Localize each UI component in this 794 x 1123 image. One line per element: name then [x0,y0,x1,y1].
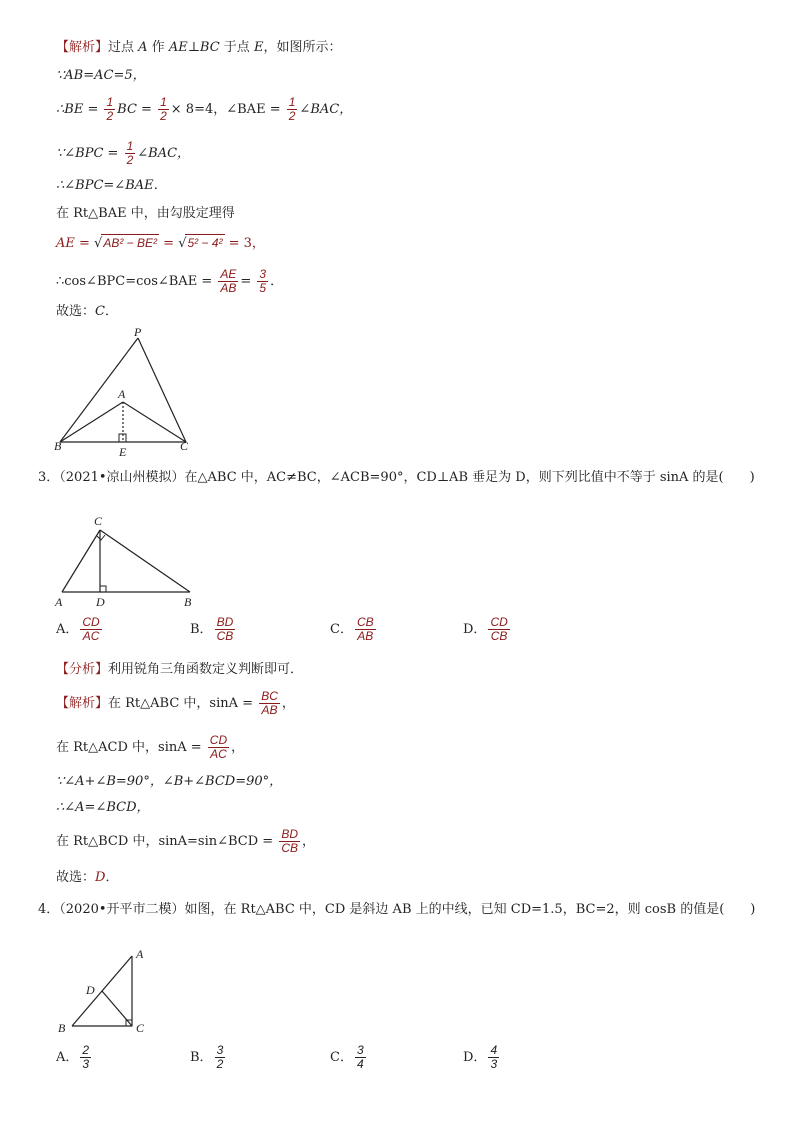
q3-option-a[interactable]: A． $\frac{CD}{AC}$ [56,615,100,643]
sol2-line-8: ∴cos∠BPC=cos∠BAE = $\frac{AE}{AB}$ = $\frac{3}{5}$ ． [56,267,284,295]
question-4-stem: 4．（2020•开平市二模）如图，在 Rt△ABC 中，CD 是斜边 AB 上的中线，已知 CD=1.5，BC=2，则 cosB 的值是( ) [38,902,756,917]
label-b: B [58,1021,66,1035]
label-p: P [134,326,142,339]
q3-solution-line-5: 在 Rt△BCD 中，sinA=sin∠BCD = $\frac{BD}{CB}$ ， [56,827,316,855]
label-c: C [136,1021,145,1035]
q3-solution-line-4: ∴∠A=∠BCD， [56,800,150,815]
sol2-line-3: ∴BE = $\frac{1}{2}$ BC = $\frac{1}{2}$ × 8=4，∠BAE = $\frac{1}{2}$ ∠BAC， [56,95,353,123]
label-c: C [94,514,103,528]
figure-right-triangle-abc-median [52,942,162,1038]
q4-option-d[interactable]: D． $\frac{4}{3}$ [463,1043,498,1071]
figure-right-triangle-abc [52,512,202,612]
analysis-tag: 【解析】 [56,40,109,55]
q3-solution-line-1: 【解析】在 Rt△ABC 中，sinA = $\frac{BC}{AB}$ ， [56,689,295,717]
fraction: $\frac{1}{2}$ [106,95,114,123]
label-a: A [136,947,144,961]
q3-option-d[interactable]: D． $\frac{CD}{CB}$ [463,615,508,643]
q3-option-b[interactable]: B． $\frac{BD}{CB}$ [190,615,234,643]
q3-solution-line-3: ∵∠A+∠B=90°，∠B+∠BCD=90°， [56,774,283,789]
q4-option-c[interactable]: C． $\frac{3}{4}$ [330,1043,364,1071]
sol2-line-2: ∵AB=AC=5， [56,68,146,83]
label-d: D [86,983,95,997]
q3-analysis: 【分析】利用锐角三角函数定义判断即可． [56,662,304,677]
fraction: $\frac{1}{2}$ [288,95,296,123]
q3-solution-line-2: 在 Rt△ACD 中，sinA = $\frac{CD}{AC}$ ， [56,733,245,761]
q4-option-b[interactable]: B． $\frac{3}{2}$ [190,1043,224,1071]
q3-answer: 故选：D． [56,870,119,885]
fraction: $\frac{1}{2}$ [126,139,134,167]
label-e: E [119,445,127,458]
q3-option-c[interactable]: C． $\frac{CB}{AB}$ [330,615,374,643]
label-b: B [184,595,192,609]
sol2-line-7: AE = √AB² − BE² = √5² − 4² = 3， [56,236,265,251]
sol2-line-1: 【解析】过点 A 作 AE⊥BC 于点 E，如图所示： [56,40,342,55]
sol2-line-6: 在 Rt△BAE 中，由勾股定理得 [56,206,235,221]
fraction: $\frac{1}{2}$ [160,95,167,123]
label-a: A [55,595,63,609]
fraction: $\frac{AE}{AB}$ [220,267,237,295]
label-c: C [180,439,189,453]
q4-option-a[interactable]: A． $\frac{2}{3}$ [56,1043,90,1071]
label-d: D [96,595,105,609]
sol2-line-4: ∵∠BPC = $\frac{1}{2}$ ∠BAC， [56,139,191,167]
sol2-answer: 故选：C． [56,304,118,319]
question-3-stem: 3．（2021•凉山州模拟）在△ABC 中，AC≠BC，∠ACB=90°，CD⊥AB 垂足为 D，则下列比值中不等于 sinA 的是( ) [38,470,755,485]
fraction: $\frac{3}{5}$ [259,267,267,295]
label-b: B [54,439,62,453]
sol2-line-5: ∴∠BPC=∠BAE． [56,178,167,193]
figure-triangle-pbc [50,326,200,458]
label-a: A [118,387,126,401]
